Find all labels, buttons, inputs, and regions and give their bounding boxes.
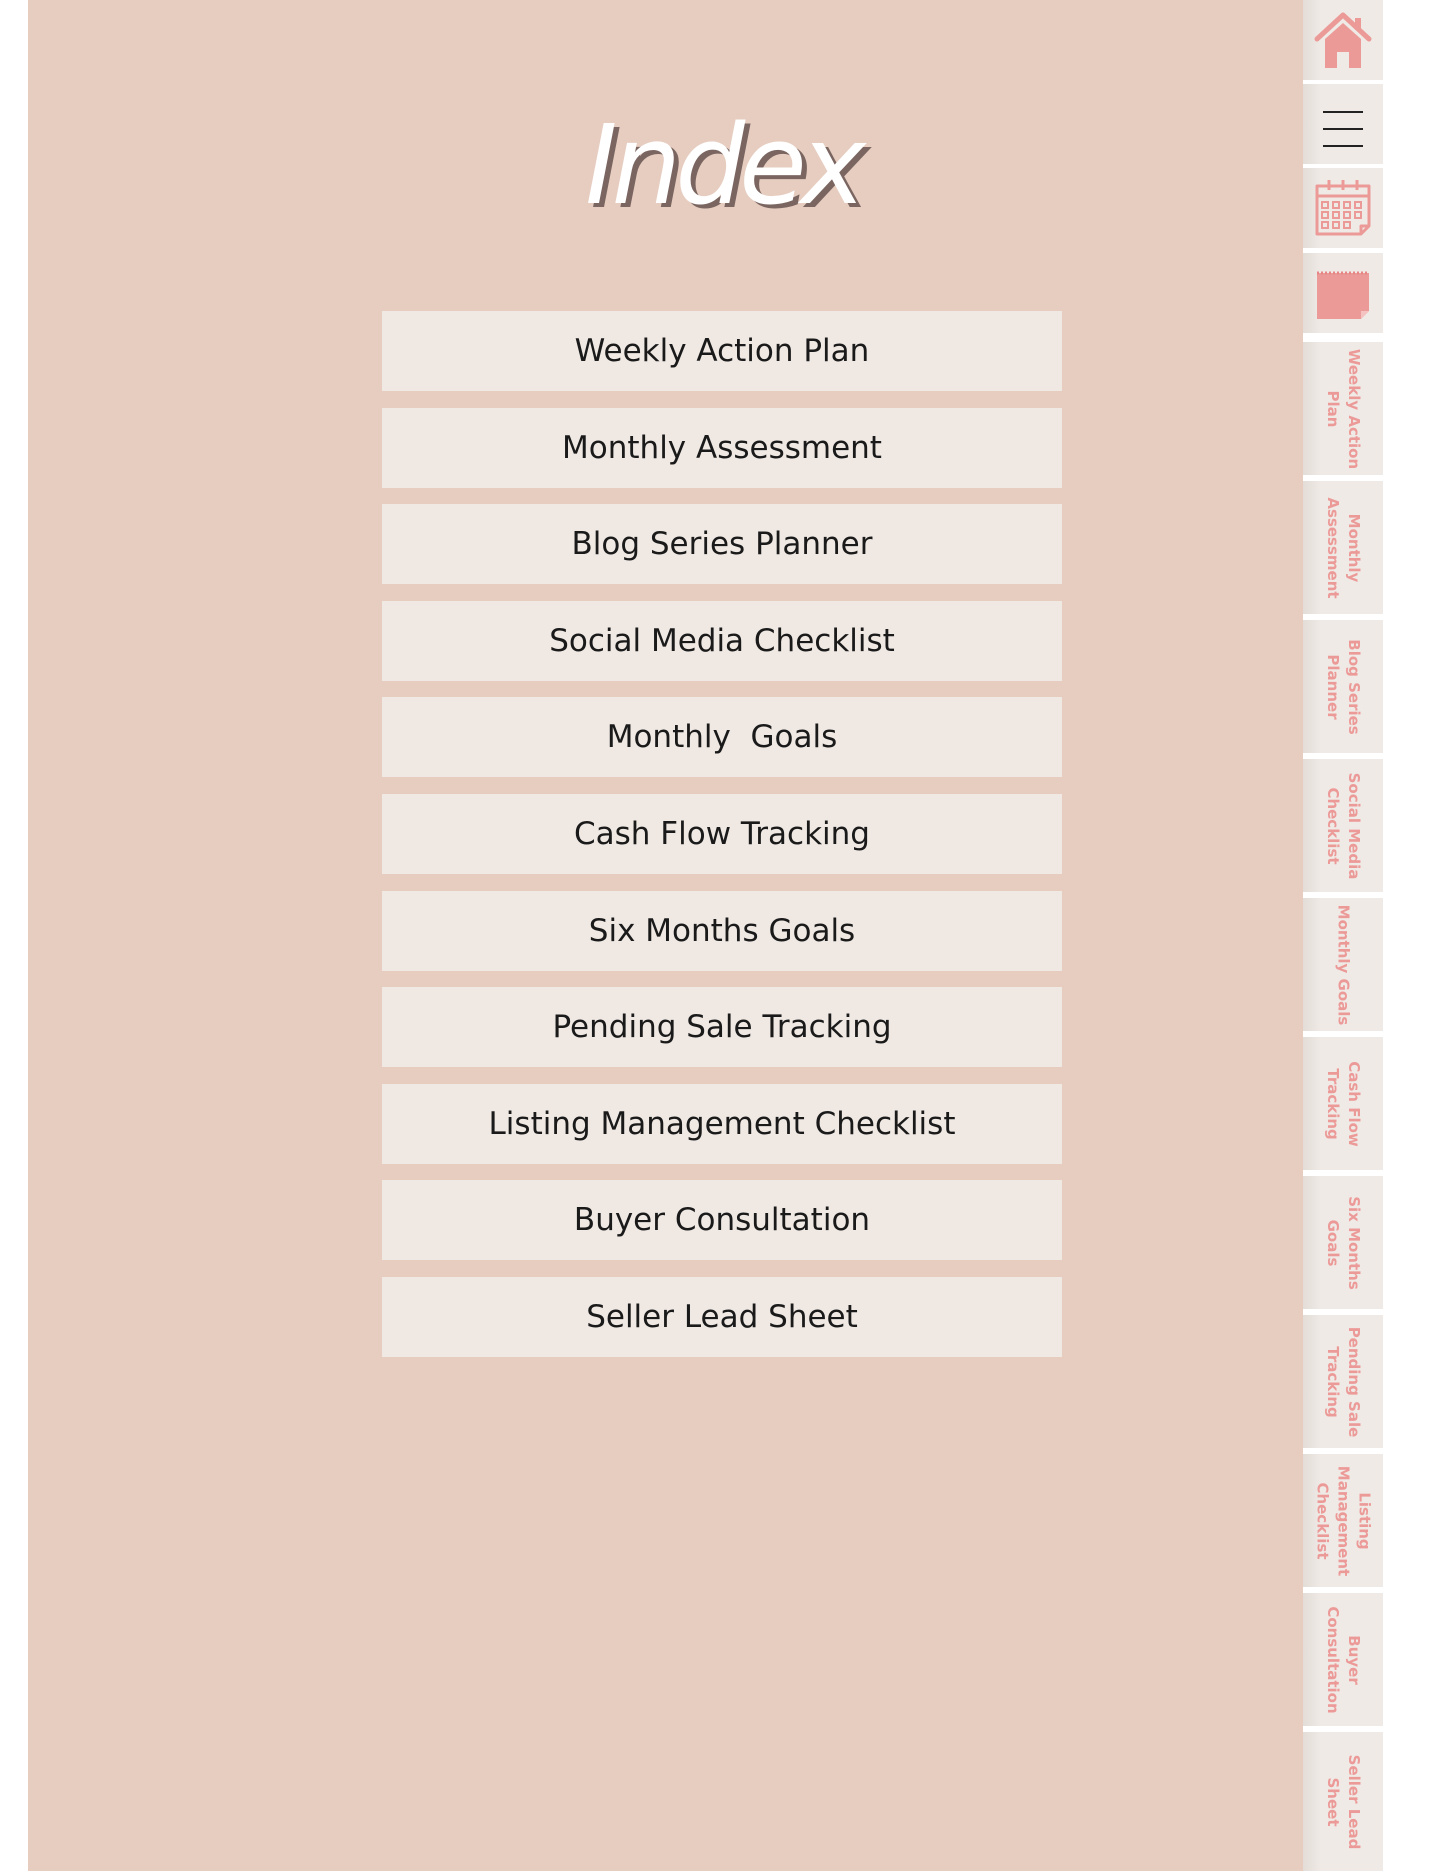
tab-label: Seller Lead Sheet — [1324, 1754, 1363, 1849]
tab-buyer-consultation[interactable] — [1303, 1593, 1383, 1726]
tab-label: Monthly Goals — [1334, 904, 1353, 1025]
tab-six-months-goals[interactable] — [1303, 1176, 1383, 1309]
index-link-blog-series-planner[interactable]: Blog Series Planner — [382, 504, 1062, 584]
tab-blog-series-planner[interactable] — [1303, 620, 1383, 753]
tab-pending-sale-tracking[interactable] — [1303, 1315, 1383, 1448]
tab-label: Pending Sale Tracking — [1324, 1326, 1363, 1437]
tab-label: Buyer Consultation — [1324, 1605, 1363, 1714]
tab-cash-flow-tracking[interactable] — [1303, 1037, 1383, 1170]
tab-label: Monthly Assessment — [1324, 496, 1363, 599]
tab-label: Weekly Action Plan — [1324, 348, 1363, 469]
tab-listing-management-checklist[interactable] — [1303, 1454, 1383, 1587]
tab-weekly-action-plan[interactable] — [1303, 342, 1383, 475]
tab-label: Six Months Goals — [1324, 1195, 1363, 1290]
sidebar-tabs — [1303, 0, 1383, 1871]
index-link-buyer-consultation[interactable]: Buyer Consultation — [382, 1180, 1062, 1260]
tab-label: Blog Series Planner — [1324, 638, 1363, 735]
tab-menu[interactable] — [1303, 84, 1383, 164]
tab-notes[interactable] — [1303, 253, 1383, 333]
tab-home[interactable] — [1303, 0, 1383, 80]
index-link-cash-flow-tracking[interactable]: Cash Flow Tracking — [382, 794, 1062, 874]
tab-monthly-goals[interactable] — [1303, 898, 1383, 1031]
page-title: Index — [585, 101, 860, 229]
tab-social-media-checklist[interactable] — [1303, 759, 1383, 892]
index-link-seller-lead-sheet[interactable]: Seller Lead Sheet — [382, 1277, 1062, 1357]
index-link-social-media-checklist[interactable]: Social Media Checklist — [382, 601, 1062, 681]
index-link-six-months-goals[interactable]: Six Months Goals — [382, 891, 1062, 971]
index-list — [382, 311, 1062, 1374]
menu-icon — [1311, 90, 1375, 154]
tab-seller-lead-sheet[interactable] — [1303, 1732, 1383, 1871]
index-link-monthly-assessment[interactable]: Monthly Assessment — [382, 408, 1062, 488]
tab-monthly-assessment[interactable] — [1303, 481, 1383, 614]
notepad-icon — [1311, 259, 1375, 323]
index-link-monthly-goals[interactable]: Monthly Goals — [382, 697, 1062, 777]
index-link-pending-sale-tracking[interactable]: Pending Sale Tracking — [382, 987, 1062, 1067]
home-icon — [1311, 6, 1375, 70]
tab-calendar[interactable] — [1303, 168, 1383, 248]
index-link-listing-management-checklist[interactable]: Listing Management Checklist — [382, 1084, 1062, 1164]
tab-label: Listing Management Checklist — [1313, 1465, 1374, 1576]
tab-label: Social Media Checklist — [1324, 772, 1363, 879]
index-link-weekly-action-plan[interactable]: Weekly Action Plan — [382, 311, 1062, 391]
tab-label: Cash Flow Tracking — [1324, 1060, 1363, 1147]
calendar-icon — [1311, 174, 1375, 238]
